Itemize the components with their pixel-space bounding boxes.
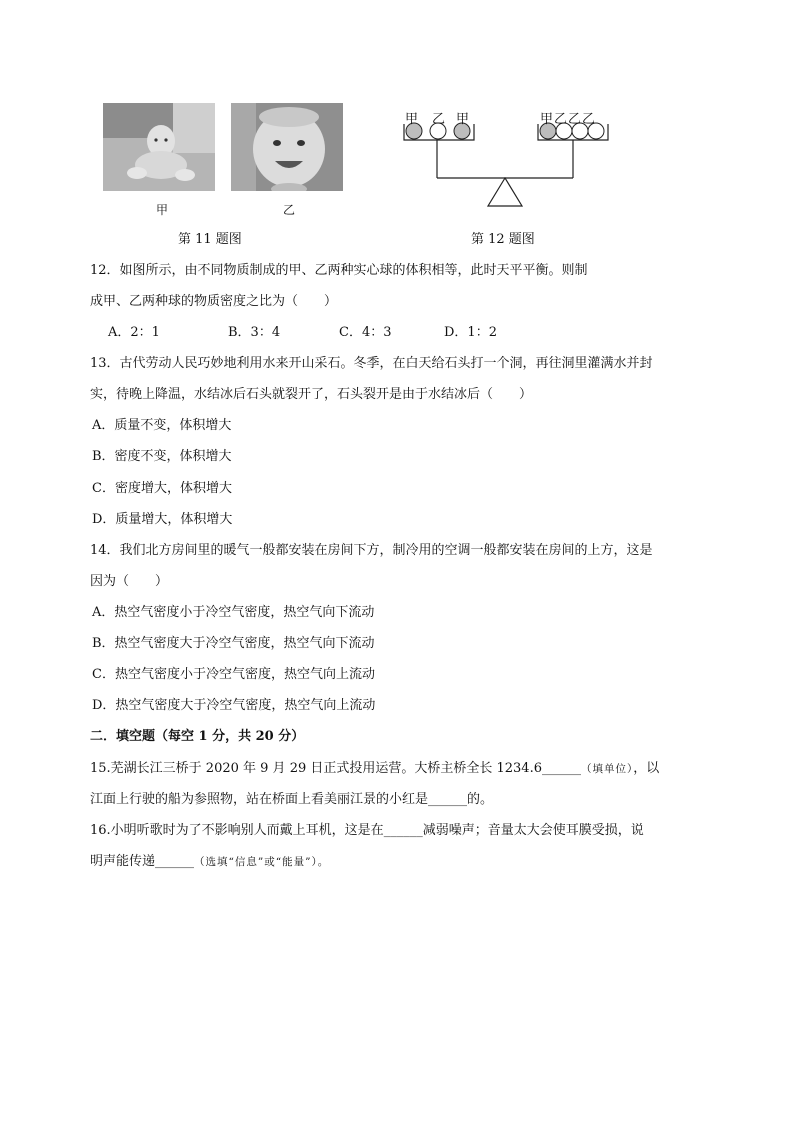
figure12-right-labels: 甲乙乙乙: [540, 112, 597, 127]
q14-option-a: A．热空气密度小于冷空气密度，热空气向下流动: [92, 605, 375, 620]
q13-option-b: B．密度不变，体积增大: [92, 449, 232, 464]
figure12-left-label-1: 甲: [405, 112, 419, 127]
q16-blank-1: ______: [383, 823, 423, 838]
q15-line2: [90, 788, 493, 807]
q12-line2: 成甲、乙两种球的物质密度之比为（ ）: [90, 294, 338, 309]
q16-line2-text-a: 明声能传递: [90, 854, 156, 869]
q13-line2: 实，待晚上降温，水结冰后石头就裂开了，石头裂开是由于水结冰后（ ）: [90, 387, 533, 402]
figure11-label-right: 乙: [283, 203, 296, 217]
q16-hint: （选填“信息”或“能量”）。: [194, 856, 330, 868]
q12-option-a: A．2：1: [108, 325, 160, 340]
q14-line2: 因为（ ）: [90, 574, 169, 589]
q15-hint-unit: （填单位）: [581, 763, 634, 775]
figure11-label-left: 甲: [156, 203, 169, 217]
baby-photo-yi: [231, 103, 343, 191]
q13-line1: 13．古代劳动人民巧妙地利用水来开山采石。冬季，在白天给石头打一个洞，再往洞里灌满水并封: [90, 356, 653, 371]
q16-line1-text-b: 减弱噪声；音量太大会使耳膜受损，说: [422, 823, 644, 838]
figure12-caption: 第 12 题图: [471, 232, 535, 247]
q14-option-d: D．热空气密度大于冷空气密度，热空气向上流动: [92, 698, 376, 713]
q12-option-b: B．3：4: [228, 325, 281, 340]
q13-option-a: A．质量不变，体积增大: [92, 418, 232, 433]
baby-photo-jia: [103, 103, 215, 191]
figure12-left-label-3: 甲: [456, 112, 470, 127]
q14-option-b: B．热空气密度大于冷空气密度，热空气向下流动: [92, 636, 375, 651]
q15-line2-text-a: 江面上行驶的船为参照物，站在桥面上看美丽江景的小红是: [90, 792, 429, 807]
q15-line1-text-a: 15.芜湖长江三桥于 2020 年 9 月 29 日正式投用运营。大桥主桥全长 1234.6: [90, 761, 542, 776]
q15-line1-text-b: ，以: [633, 761, 660, 776]
q13-option-d: D．质量增大，体积增大: [92, 512, 233, 527]
q16-blank-2: ______: [155, 854, 195, 869]
q16-line2: [90, 850, 329, 869]
q16-line1: [90, 819, 644, 838]
q14-option-c: C．热空气密度小于冷空气密度，热空气向上流动: [92, 667, 375, 682]
figure12-left-label-2: 乙: [432, 112, 446, 127]
figure11-caption: 第 11 题图: [178, 232, 242, 247]
q15-line2-text-b: 的。: [467, 792, 494, 807]
q15-line1: [90, 757, 659, 776]
section2-heading: 二．填空题（每空 1 分，共 20 分）: [90, 729, 305, 744]
q12-option-c: C．4：3: [339, 325, 392, 340]
q12-line1: 12．如图所示，由不同物质制成的甲、乙两种实心球的体积相等，此时天平平衡。则制: [90, 263, 588, 278]
baby-photo-yi-image: [231, 103, 343, 191]
q16-line1-text-a: 16.小明听歌时为了不影响别人而戴上耳机，这是在: [90, 823, 384, 838]
q13-option-c: C．密度增大，体积增大: [92, 481, 232, 496]
q12-option-d: D．1：2: [444, 325, 497, 340]
q15-blank-2: ______: [428, 792, 468, 807]
q14-line1: 14．我们北方房间里的暖气一般都安装在房间下方，制冷用的空调一般都安装在房间的上方，这是: [90, 543, 653, 558]
baby-photo-jia-image: [103, 103, 215, 191]
q15-blank-1: ______: [542, 761, 581, 776]
